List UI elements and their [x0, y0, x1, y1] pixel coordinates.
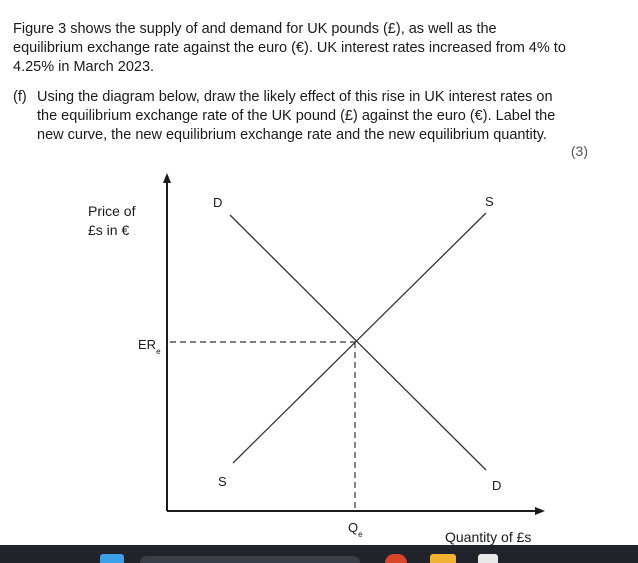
demand-curve — [230, 215, 486, 470]
y-axis-label-line-2: £s in € — [88, 222, 130, 238]
equilibrium-quantity-main: Q — [348, 520, 359, 535]
equilibrium-rate-main: ER — [138, 337, 157, 352]
supply-label-top: S — [485, 194, 494, 209]
supply-label-bottom: S — [218, 474, 227, 489]
marks-indicator: (3) — [570, 143, 588, 159]
taskbar — [0, 545, 638, 563]
search-bar[interactable] — [140, 556, 360, 563]
equilibrium-rate-subscript: e — [156, 347, 161, 356]
browser-app-icon[interactable] — [385, 554, 407, 563]
demand-label-bottom: D — [492, 478, 502, 493]
equilibrium-quantity-label — [348, 520, 363, 539]
folder-icon[interactable] — [430, 554, 456, 563]
y-axis-label-line-1: Price of — [88, 203, 136, 219]
question-label: (f) — [13, 89, 27, 105]
intro-line-2: equilibrium exchange rate against the euro (€). UK interest rates increased from 4% to — [13, 40, 566, 56]
calendar-app-icon[interactable] — [478, 554, 498, 563]
windows-start-icon[interactable] — [100, 554, 124, 563]
question-line-3: new curve, the new equilibrium exchange rate and the new equilibrium quantity. — [37, 127, 547, 143]
intro-line-1: Figure 3 shows the supply of and demand for UK pounds (£), as well as the — [13, 21, 497, 37]
intro-line-3: 4.25% in March 2023. — [13, 59, 155, 75]
demand-label-top: D — [213, 195, 223, 210]
question-line-2: the equilibrium exchange rate of the UK pound (£) against the euro (€). Label the — [37, 108, 556, 124]
x-axis-label: Quantity of £s — [445, 529, 532, 545]
equilibrium-quantity-subscript: e — [358, 530, 363, 539]
question-line-1: Using the diagram below, draw the likely effect of this rise in UK interest rates on — [37, 89, 553, 105]
supply-curve — [233, 213, 486, 463]
equilibrium-rate-label — [138, 337, 161, 356]
